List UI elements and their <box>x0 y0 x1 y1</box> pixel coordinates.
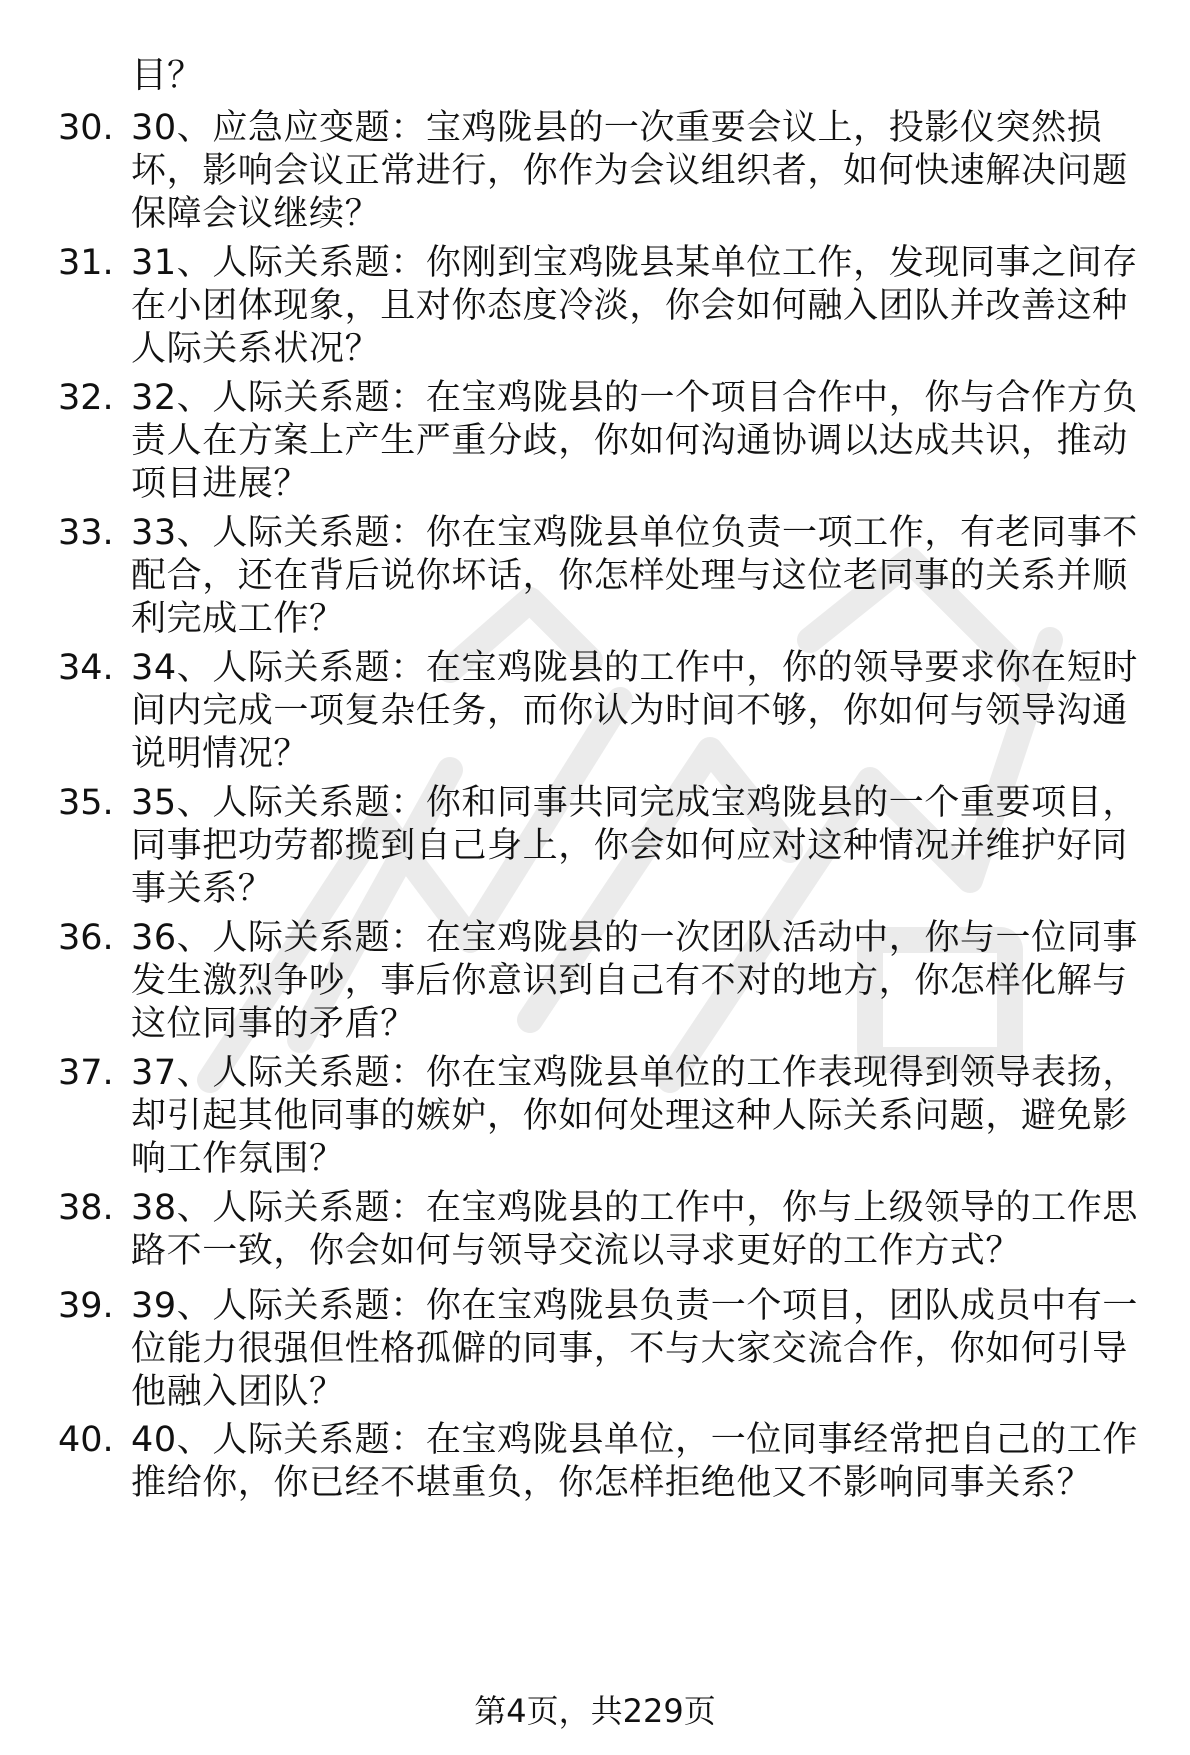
question-text-line: 31、人际关系题：你刚到宝鸡陇县某单位工作，发现同事之间存 <box>131 243 1138 283</box>
question-text-line: 这位同事的矛盾？ <box>131 1004 416 1044</box>
question-text-line: 33、人际关系题：你在宝鸡陇县单位负责一项工作，有老同事不 <box>131 513 1138 553</box>
question-text-line: 项目进展？ <box>131 464 310 504</box>
question-number: 37. <box>58 1053 114 1093</box>
question-text-line: 配合，还在背后说你坏话，你怎样处理与这位老同事的关系并顺 <box>131 556 1128 596</box>
question-text-line: 利完成工作？ <box>131 599 345 639</box>
continued-text-line: 目？ <box>131 55 204 96</box>
question-text-line: 他融入团队？ <box>131 1372 345 1412</box>
question-text-line: 推给你，你已经不堪重负，你怎样拒绝他又不影响同事关系？ <box>131 1463 1093 1503</box>
question-text-line: 同事把功劳都揽到自己身上，你会如何应对这种情况并维护好同 <box>131 826 1128 866</box>
question-number: 33. <box>58 513 114 553</box>
question-text-line: 保障会议继续？ <box>131 194 381 234</box>
question-text-line: 责人在方案上产生严重分歧，你如何沟通协调以达成共识，推动 <box>131 421 1128 461</box>
question-text-line: 响工作氛围？ <box>131 1139 345 1179</box>
question-text-line: 38、人际关系题：在宝鸡陇县的工作中，你与上级领导的工作思 <box>131 1188 1138 1228</box>
question-text-line: 30、应急应变题：宝鸡陇县的一次重要会议上，投影仪突然损 <box>131 108 1103 148</box>
question-text-line: 人际关系状况？ <box>131 329 381 369</box>
question-text-line: 35、人际关系题：你和同事共同完成宝鸡陇县的一个重要项目， <box>131 783 1138 823</box>
question-number: 32. <box>58 378 114 418</box>
question-text-line: 32、人际关系题：在宝鸡陇县的一个项目合作中，你与合作方负 <box>131 378 1138 418</box>
question-text-line: 40、人际关系题：在宝鸡陇县单位，一位同事经常把自己的工作 <box>131 1420 1138 1460</box>
question-number: 39. <box>58 1286 114 1326</box>
question-number: 35. <box>58 783 114 823</box>
question-text-line: 事关系？ <box>131 869 274 909</box>
question-text-line: 坏，影响会议正常进行，你作为会议组织者，如何快速解决问题 <box>131 151 1128 191</box>
page-footer-pagination: 第4页，共229页 <box>474 1692 716 1730</box>
question-text-line: 间内完成一项复杂任务，而你认为时间不够，你如何与领导沟通 <box>131 691 1128 731</box>
question-text-line: 37、人际关系题：你在宝鸡陇县单位的工作表现得到领导表扬， <box>131 1053 1138 1093</box>
question-text-line: 发生激烈争吵，事后你意识到自己有不对的地方，你怎样化解与 <box>131 961 1128 1001</box>
question-text-line: 在小团体现象，且对你态度冷淡，你会如何融入团队并改善这种 <box>131 286 1128 326</box>
question-text-line: 36、人际关系题：在宝鸡陇县的一次团队活动中，你与一位同事 <box>131 918 1138 958</box>
question-number: 30. <box>58 108 114 148</box>
question-number: 34. <box>58 648 114 688</box>
question-text-line: 34、人际关系题：在宝鸡陇县的工作中，你的领导要求你在短时 <box>131 648 1138 688</box>
question-text-line: 却引起其他同事的嫉妒，你如何处理这种人际关系问题，避免影 <box>131 1096 1128 1136</box>
question-number: 36. <box>58 918 114 958</box>
question-text-line: 说明情况？ <box>131 734 310 774</box>
question-text-line: 路不一致，你会如何与领导交流以寻求更好的工作方式？ <box>131 1231 1022 1271</box>
question-text-line: 位能力很强但性格孤僻的同事，不与大家交流合作，你如何引导 <box>131 1329 1128 1369</box>
question-number: 31. <box>58 243 114 283</box>
question-number: 40. <box>58 1420 114 1460</box>
question-number: 38. <box>58 1188 114 1228</box>
question-text-line: 39、人际关系题：你在宝鸡陇县负责一个项目，团队成员中有一 <box>131 1286 1138 1326</box>
